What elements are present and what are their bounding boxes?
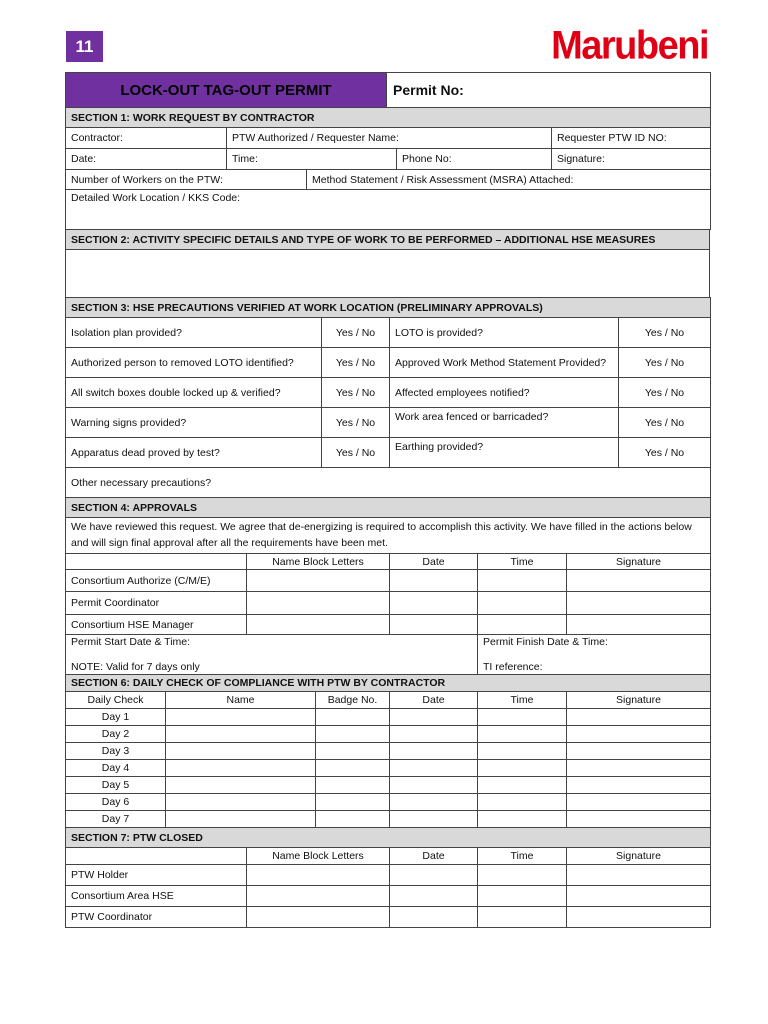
day-label: Day 1 xyxy=(66,709,166,726)
permit-finish-label: Permit Finish Date & Time: xyxy=(483,636,608,648)
permit-start-label: Permit Start Date & Time: xyxy=(71,636,191,648)
ti-reference-label: TI reference: xyxy=(483,661,543,673)
date-cell[interactable] xyxy=(390,709,478,726)
signature-cell[interactable] xyxy=(567,777,711,794)
time-cell[interactable] xyxy=(478,865,567,886)
signature-cell[interactable] xyxy=(567,760,711,777)
requester-id-field[interactable]: Requester PTW ID NO: xyxy=(552,128,711,149)
column-header: Signature xyxy=(567,848,711,865)
column-header: Date xyxy=(390,554,478,570)
time-cell[interactable] xyxy=(478,743,567,760)
day-label: Day 7 xyxy=(66,811,166,828)
time-cell[interactable] xyxy=(478,615,567,635)
name-cell[interactable] xyxy=(166,709,316,726)
badge-cell[interactable] xyxy=(316,794,390,811)
signature-cell[interactable] xyxy=(567,570,711,592)
day-label: Day 4 xyxy=(66,760,166,777)
name-cell[interactable] xyxy=(247,615,390,635)
name-cell[interactable] xyxy=(247,865,390,886)
precaution-label: Approved Work Method Statement Provided? xyxy=(390,348,619,378)
column-header: Name Block Letters xyxy=(247,848,390,865)
activity-details-field[interactable] xyxy=(66,250,710,298)
name-cell[interactable] xyxy=(166,811,316,828)
signature-cell[interactable] xyxy=(567,907,711,928)
name-cell[interactable] xyxy=(247,907,390,928)
section6-table xyxy=(65,674,711,828)
badge-cell[interactable] xyxy=(316,777,390,794)
date-cell[interactable] xyxy=(390,726,478,743)
badge-cell[interactable] xyxy=(316,743,390,760)
msra-field[interactable]: Method Statement / Risk Assessment (MSRA) Attached: xyxy=(307,170,711,190)
date-cell[interactable] xyxy=(390,615,478,635)
contractor-field[interactable]: Contractor: xyxy=(66,128,227,149)
precaution-label: Work area fenced or barricaded? xyxy=(390,408,619,438)
section3-table xyxy=(65,297,711,498)
precaution-row xyxy=(66,438,711,468)
section4-heading: SECTION 4: APPROVALS xyxy=(66,498,711,518)
section3-heading: SECTION 3: HSE PRECAUTIONS VERIFIED AT WORK LOCATION (PRELIMINARY APPROVALS) xyxy=(66,298,711,318)
time-cell[interactable] xyxy=(478,811,567,828)
header-blank xyxy=(66,848,247,865)
yes-no-choice[interactable]: Yes / No xyxy=(322,348,390,378)
name-cell[interactable] xyxy=(247,886,390,907)
precaution-label: Earthing provided? xyxy=(390,438,619,468)
validity-note: NOTE: Valid for 7 days only xyxy=(71,661,200,673)
date-cell[interactable] xyxy=(390,592,478,615)
section4-table xyxy=(65,497,711,675)
name-cell[interactable] xyxy=(166,743,316,760)
precaution-row xyxy=(66,318,711,348)
section6-heading: SECTION 6: DAILY CHECK OF COMPLIANCE WITH PTW BY CONTRACTOR xyxy=(66,675,711,692)
yes-no-choice[interactable]: Yes / No xyxy=(619,378,711,408)
date-cell[interactable] xyxy=(390,794,478,811)
approver-label: Consortium Authorize (C/M/E) xyxy=(66,570,247,592)
name-cell[interactable] xyxy=(247,592,390,615)
badge-cell[interactable] xyxy=(316,811,390,828)
name-cell[interactable] xyxy=(166,777,316,794)
permit-title: LOCK-OUT TAG-OUT PERMIT xyxy=(66,73,387,108)
phone-field[interactable]: Phone No: xyxy=(397,149,552,170)
name-cell[interactable] xyxy=(166,794,316,811)
section1-table xyxy=(65,107,711,230)
date-cell[interactable] xyxy=(390,865,478,886)
column-header: Time xyxy=(478,554,567,570)
yes-no-choice[interactable]: Yes / No xyxy=(322,408,390,438)
date-cell[interactable] xyxy=(390,777,478,794)
approver-label: Consortium HSE Manager xyxy=(66,615,247,635)
section7-table xyxy=(65,827,711,928)
name-cell[interactable] xyxy=(166,726,316,743)
column-header: Name Block Letters xyxy=(247,554,390,570)
yes-no-choice[interactable]: Yes / No xyxy=(619,408,711,438)
column-header: Badge No. xyxy=(316,692,390,709)
lockout-tagout-form xyxy=(65,72,710,928)
precaution-row xyxy=(66,378,711,408)
signature-cell[interactable] xyxy=(567,709,711,726)
date-cell[interactable] xyxy=(390,570,478,592)
workers-field[interactable]: Number of Workers on the PTW: xyxy=(66,170,307,190)
time-cell[interactable] xyxy=(478,777,567,794)
permit-start-field[interactable] xyxy=(66,635,478,675)
date-cell[interactable] xyxy=(390,811,478,828)
approver-label: Permit Coordinator xyxy=(66,592,247,615)
closer-label: PTW Holder xyxy=(66,865,247,886)
column-header: Signature xyxy=(567,692,711,709)
approvals-statement: We have reviewed this request. We agree that de-energizing is required to accomplish this activity. We have filled in the actions below and will sign final approval after all the requirements have been met. xyxy=(66,518,711,554)
day-label: Day 3 xyxy=(66,743,166,760)
signature-cell[interactable] xyxy=(567,726,711,743)
signature-cell[interactable] xyxy=(567,743,711,760)
marubeni-logo: Marubeni xyxy=(551,24,708,69)
badge-cell[interactable] xyxy=(316,760,390,777)
precaution-label: Warning signs provided? xyxy=(66,408,322,438)
page-number-badge: 11 xyxy=(66,31,103,62)
time-cell[interactable] xyxy=(478,907,567,928)
signature-cell[interactable] xyxy=(567,886,711,907)
yes-no-choice[interactable]: Yes / No xyxy=(619,348,711,378)
signature-field[interactable]: Signature: xyxy=(552,149,711,170)
yes-no-choice[interactable]: Yes / No xyxy=(322,318,390,348)
name-cell[interactable] xyxy=(166,760,316,777)
other-precautions-field[interactable]: Other necessary precautions? xyxy=(66,468,711,498)
yes-no-choice[interactable]: Yes / No xyxy=(619,318,711,348)
column-header: Signature xyxy=(567,554,711,570)
signature-cell[interactable] xyxy=(567,615,711,635)
date-field[interactable]: Date: xyxy=(66,149,227,170)
column-header: Date xyxy=(390,848,478,865)
column-header: Time xyxy=(478,692,567,709)
name-cell[interactable] xyxy=(247,570,390,592)
closer-label: Consortium Area HSE xyxy=(66,886,247,907)
signature-cell[interactable] xyxy=(567,865,711,886)
precaution-label: Affected employees notified? xyxy=(390,378,619,408)
time-cell[interactable] xyxy=(478,709,567,726)
work-location-field[interactable]: Detailed Work Location / KKS Code: xyxy=(66,190,711,230)
precaution-label: Apparatus dead proved by test? xyxy=(66,438,322,468)
time-cell[interactable] xyxy=(478,726,567,743)
date-cell[interactable] xyxy=(390,907,478,928)
column-header: Time xyxy=(478,848,567,865)
signature-cell[interactable] xyxy=(567,794,711,811)
closer-label: PTW Coordinator xyxy=(66,907,247,928)
badge-cell[interactable] xyxy=(316,709,390,726)
time-field[interactable]: Time: xyxy=(227,149,397,170)
day-label: Day 2 xyxy=(66,726,166,743)
column-header: Name xyxy=(166,692,316,709)
date-cell[interactable] xyxy=(390,760,478,777)
column-header: Date xyxy=(390,692,478,709)
time-cell[interactable] xyxy=(478,886,567,907)
precaution-label: All switch boxes double locked up & verified? xyxy=(66,378,322,408)
precaution-label: LOTO is provided? xyxy=(390,318,619,348)
section7-heading: SECTION 7: PTW CLOSED xyxy=(66,828,711,848)
section2-heading: SECTION 2: ACTIVITY SPECIFIC DETAILS AND TYPE OF WORK TO BE PERFORMED – ADDITIONAL HSE MEASURES xyxy=(66,230,710,250)
yes-no-choice[interactable]: Yes / No xyxy=(619,438,711,468)
permit-no-field[interactable]: Permit No: xyxy=(387,73,711,108)
header-blank xyxy=(66,554,247,570)
requester-name-field[interactable]: PTW Authorized / Requester Name: xyxy=(227,128,552,149)
section1-heading: SECTION 1: WORK REQUEST BY CONTRACTOR xyxy=(66,108,711,128)
time-cell[interactable] xyxy=(478,592,567,615)
section2-table xyxy=(65,229,710,298)
date-cell[interactable] xyxy=(390,743,478,760)
time-cell[interactable] xyxy=(478,794,567,811)
precaution-row xyxy=(66,348,711,378)
precaution-label: Authorized person to removed LOTO identified? xyxy=(66,348,322,378)
time-cell[interactable] xyxy=(478,760,567,777)
signature-cell[interactable] xyxy=(567,592,711,615)
permit-finish-field[interactable] xyxy=(478,635,711,675)
yes-no-choice[interactable]: Yes / No xyxy=(322,378,390,408)
column-header: Daily Check xyxy=(66,692,166,709)
time-cell[interactable] xyxy=(478,570,567,592)
badge-cell[interactable] xyxy=(316,726,390,743)
precaution-row xyxy=(66,408,711,438)
precaution-label: Isolation plan provided? xyxy=(66,318,322,348)
day-label: Day 6 xyxy=(66,794,166,811)
title-table xyxy=(65,72,711,108)
signature-cell[interactable] xyxy=(567,811,711,828)
yes-no-choice[interactable]: Yes / No xyxy=(322,438,390,468)
date-cell[interactable] xyxy=(390,886,478,907)
day-label: Day 5 xyxy=(66,777,166,794)
